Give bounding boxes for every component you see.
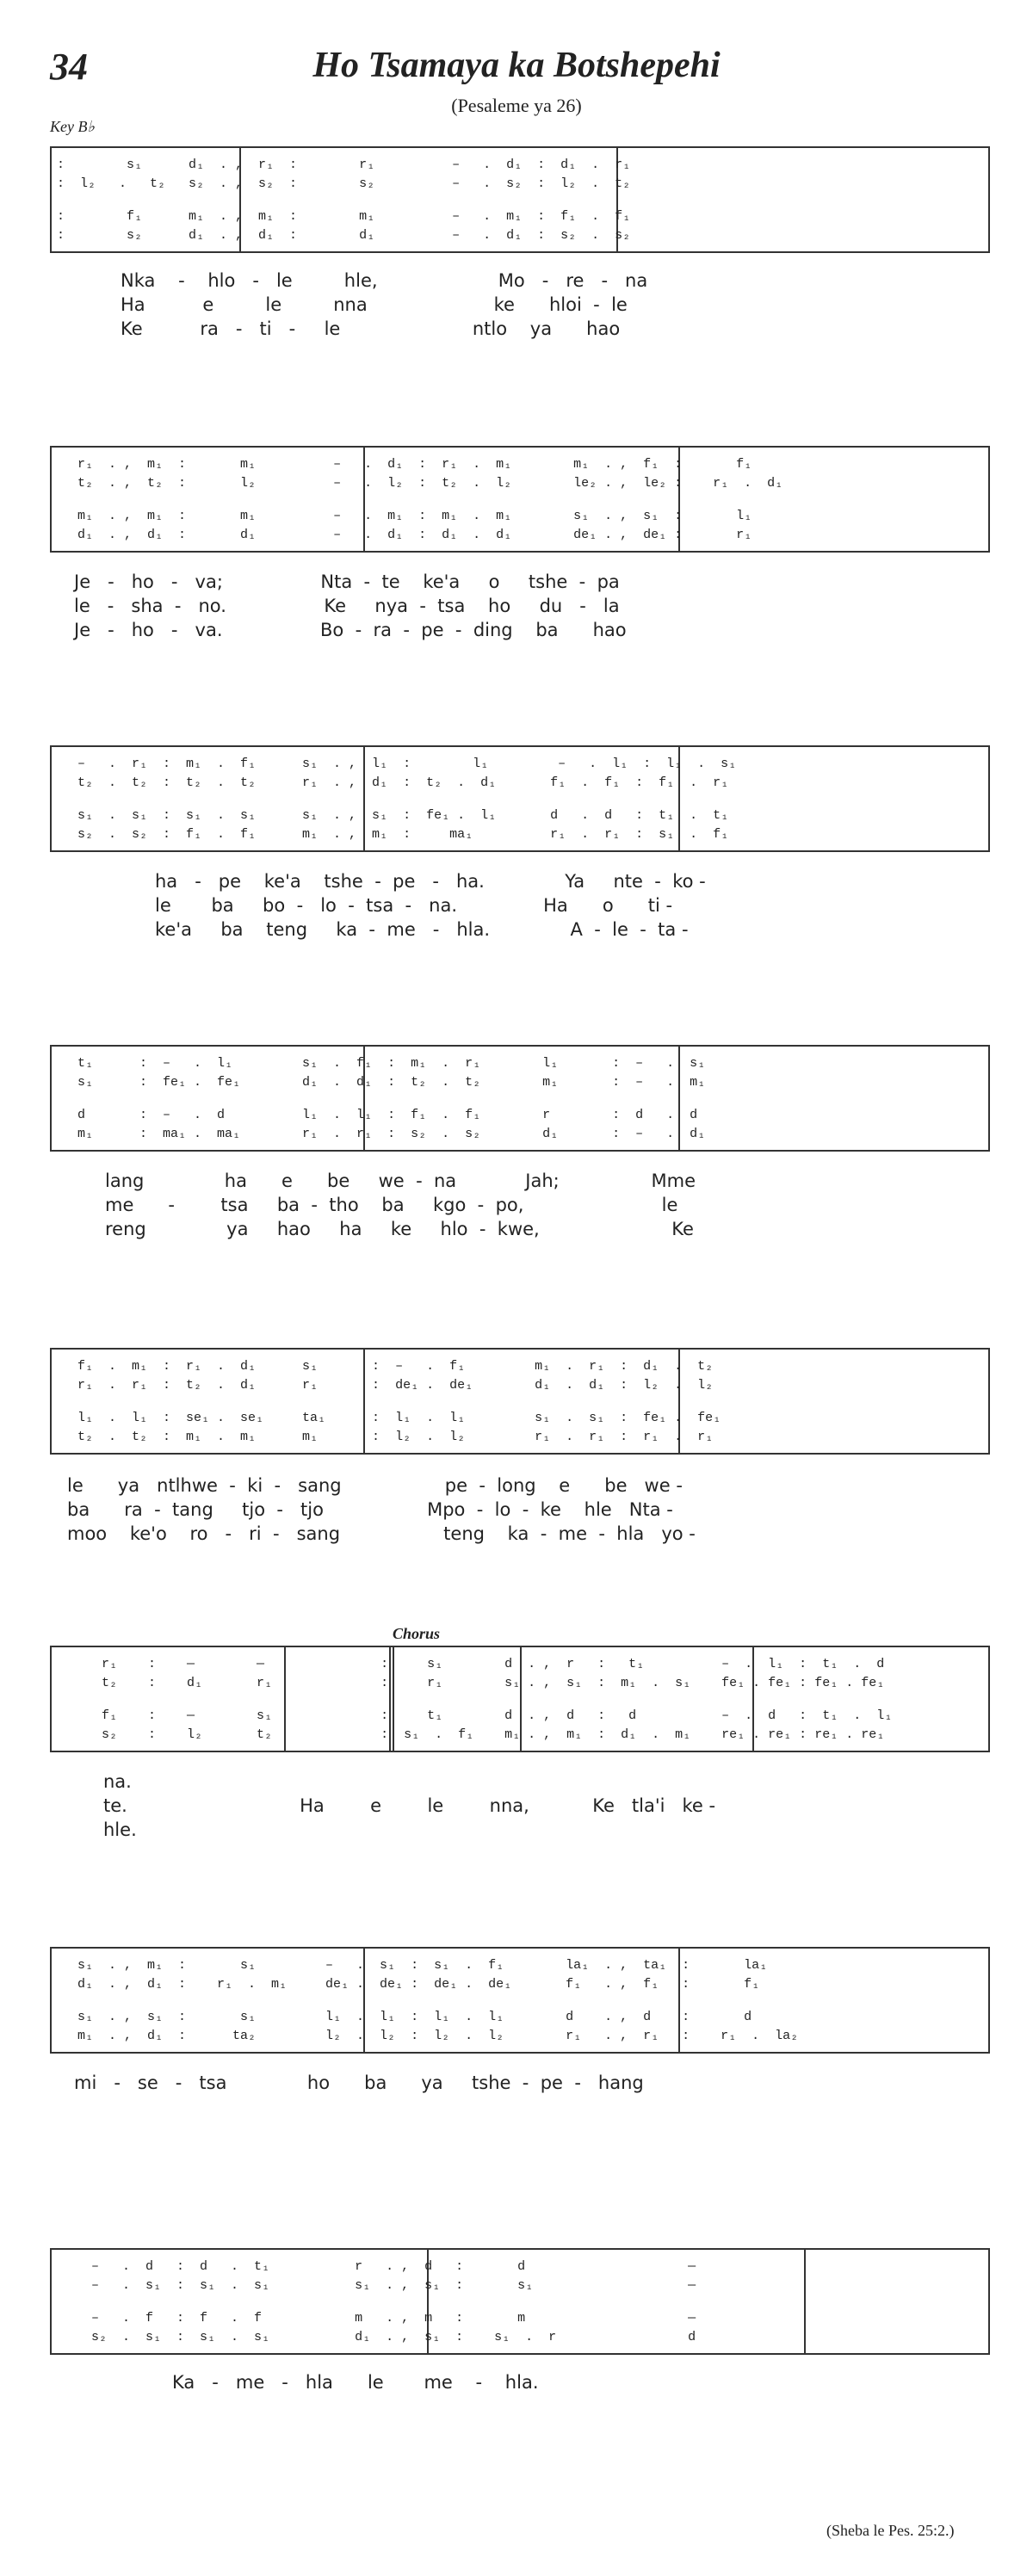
chorus-label: Chorus	[393, 1625, 441, 1642]
note-line-bass: : s₂ d₁ . , d₁ : d₁ – . d₁ : s₂ . s₂	[57, 228, 631, 243]
note-line-alto: – . s₁ : s₁ . s₁ s₁ . , s₁ : s₁ —	[91, 2278, 696, 2293]
note-line-soprano: f₁ . m₁ : r₁ . d₁ s₁ : – . f₁ m₁ . r₁ : d₁ . t₂	[77, 1359, 714, 1374]
note-line-tenor: d : – . d l₁ . l₁ : f₁ . f₁ r : d . d	[77, 1108, 698, 1122]
note-line-tenor: – . f : f . f m . , m : m —	[91, 2311, 696, 2326]
note-line-alto: t₂ . t₂ : t₂ . t₂ r₁ . , d₁ : t₂ . d₁ f₁ . f₁ : f₁ . r₁	[77, 775, 729, 790]
lyric-line: na.	[103, 1771, 132, 1792]
note-line-soprano: r₁ . , m₁ : m₁ – . d₁ : r₁ . m₁ m₁ . , f₁ : f₁	[77, 457, 752, 472]
hymn-subtitle: (Pesaleme ya 26)	[451, 95, 582, 116]
note-line-soprano: t₁ : – . l₁ s₁ . f₁ : m₁ . r₁ l₁ : – . s₁	[77, 1056, 706, 1071]
lyric-line: me - tsa ba - tho ba kgo - po, le	[105, 1195, 678, 1215]
music-system	[50, 1646, 990, 1752]
lyric-line: ba ra - tang tjo - tjo Mpo - lo - ke hle Nta -	[67, 1499, 673, 1520]
note-line-bass: t₂ . t₂ : m₁ . m₁ m₁ : l₂ . l₂ r₁ . r₁ : r₁ . r₁	[77, 1430, 714, 1444]
note-line-bass: s₂ : l₂ t₂ : s₁ . f₁ m₁ . , m₁ : d₁ . m₁ re₁ . re₁ : re₁ . re₁	[102, 1727, 885, 1742]
note-line-bass: m₁ : ma₁ . ma₁ r₁ . r₁ : s₂ . s₂ d₁ : – . d₁	[77, 1127, 706, 1141]
note-line-bass: m₁ . , d₁ : ta₂ l₂ . l₂ : l₂ . l₂ r₁ . , r₁ : r₁ . la₂	[77, 2029, 799, 2043]
note-line-tenor: s₁ . , s₁ : s₁ l₁ . l₁ : l₁ . l₁ d . , d : d	[77, 2010, 752, 2024]
lyric-line: Ka - me - hla le me - hla.	[172, 2372, 539, 2393]
note-line-alto: t₂ : d₁ r₁ : r₁ s₁ . , s₁ : m₁ . s₁ fe₁ . fe₁ : fe₁ . fe₁	[102, 1676, 885, 1690]
lyric-line: le ba bo - lo - tsa - na. Ha o ti -	[155, 895, 673, 916]
note-line-bass: s₂ . s₁ : s₁ . s₁ d₁ . , s₁ : s₁ . r d	[91, 2330, 696, 2344]
music-system	[50, 146, 990, 253]
lyric-line: ha - pe ke'a tshe - pe - ha. Ya nte - ko -	[155, 871, 706, 892]
note-line-soprano: : s₁ d₁ . , r₁ : r₁ – . d₁ : d₁ . r₁	[57, 158, 631, 172]
music-system	[50, 745, 990, 852]
music-system	[50, 446, 990, 553]
lyric-line: te. Ha e le nna, Ke tla'i ke -	[103, 1795, 716, 1816]
scripture-reference: (Sheba le Pes. 25:2.)	[826, 2522, 955, 2539]
music-system	[50, 1348, 990, 1455]
note-line-tenor: f₁ : — s₁ : t₁ d . , d : d – . d : t₁ . l₁	[102, 1708, 893, 1723]
note-line-soprano: – . r₁ : m₁ . f₁ s₁ . , l₁ : l₁ – . l₁ : l₁ . s₁	[77, 757, 737, 771]
music-system	[50, 1947, 990, 2054]
lyric-line: reng ya hao ha ke hlo - kwe, Ke	[105, 1219, 694, 1239]
page-number: 34	[50, 46, 88, 88]
note-line-soprano: s₁ . , m₁ : s₁ – . s₁ : s₁ . f₁ la₁ . , ta₁ : la₁	[77, 1958, 768, 1973]
music-system	[50, 1045, 990, 1152]
lyric-line: ke'a ba teng ka - me - hla. A - le - ta -	[155, 919, 689, 940]
note-line-tenor: s₁ . s₁ : s₁ . s₁ s₁ . , s₁ : fe₁ . l₁ d . d : t₁ . t₁	[77, 808, 729, 823]
note-line-alto: : l₂ . t₂ s₂ . , s₂ : s₂ – . s₂ : l₂ . t₂	[57, 176, 631, 191]
lyric-line: Nka - hlo - le hle, Mo - re - na	[121, 270, 648, 291]
note-line-bass: s₂ . s₂ : f₁ . f₁ m₁ . , m₁ : ma₁ r₁ . r₁ : s₁ . f₁	[77, 827, 729, 842]
lyric-line: Ha e le nna ke hloi - le	[121, 294, 628, 315]
hymn-title: Ho Tsamaya ka Botshepehi	[312, 46, 721, 85]
note-line-tenor: l₁ . l₁ : se₁ . se₁ ta₁ : l₁ . l₁ s₁ . s₁ : fe₁ . fe₁	[77, 1411, 721, 1425]
lyric-line: lang ha e be we - na Jah; Mme	[105, 1171, 696, 1191]
note-line-tenor: m₁ . , m₁ : m₁ – . m₁ : m₁ . m₁ s₁ . , s₁ : l₁	[77, 509, 752, 523]
lyric-line: le - sha - no. Ke nya - tsa ho du - la	[74, 596, 620, 616]
note-line-bass: d₁ . , d₁ : d₁ – . d₁ : d₁ . d₁ de₁ . , de₁ : r₁	[77, 528, 752, 542]
lyric-line: le ya ntlhwe - ki - sang pe - long e be we -	[67, 1475, 683, 1496]
lyric-line: Je - ho - va; Nta - te ke'a o tshe - pa	[74, 571, 620, 592]
note-line-tenor: : f₁ m₁ . , m₁ : m₁ – . m₁ : f₁ . f₁	[57, 209, 631, 224]
lyric-line: mi - se - tsa ho ba ya tshe - pe - hang	[74, 2073, 644, 2093]
music-system	[50, 2248, 990, 2355]
note-line-alto: s₁ : fe₁ . fe₁ d₁ . d₁ : t₂ . t₂ m₁ : – . m₁	[77, 1075, 706, 1090]
note-line-alto: t₂ . , t₂ : l₂ – . l₂ : t₂ . l₂ le₂ . , le₂ : r₁ . d₁	[77, 476, 783, 491]
lyric-line: Ke ra - ti - le ntlo ya hao	[121, 318, 621, 339]
key-signature: Key B♭	[50, 118, 95, 135]
lyric-line: hle.	[103, 1819, 137, 1840]
note-line-soprano: – . d : d . t₁ r . , d : d —	[91, 2259, 696, 2274]
note-line-alto: r₁ . r₁ : t₂ . d₁ r₁ : de₁ . de₁ d₁ . d₁ : l₂ . l₂	[77, 1378, 714, 1393]
note-line-soprano: r₁ : — — : s₁ d . , r : t₁ – . l₁ : t₁ . d	[102, 1657, 885, 1671]
lyric-line: moo ke'o ro - ri - sang teng ka - me - hla yo -	[67, 1523, 696, 1544]
note-line-alto: d₁ . , d₁ : r₁ . m₁ de₁ . de₁ : de₁ . de₁ f₁ . , f₁ : f₁	[77, 1977, 760, 1992]
lyric-line: Je - ho - va. Bo - ra - pe - ding ba hao	[74, 620, 627, 640]
